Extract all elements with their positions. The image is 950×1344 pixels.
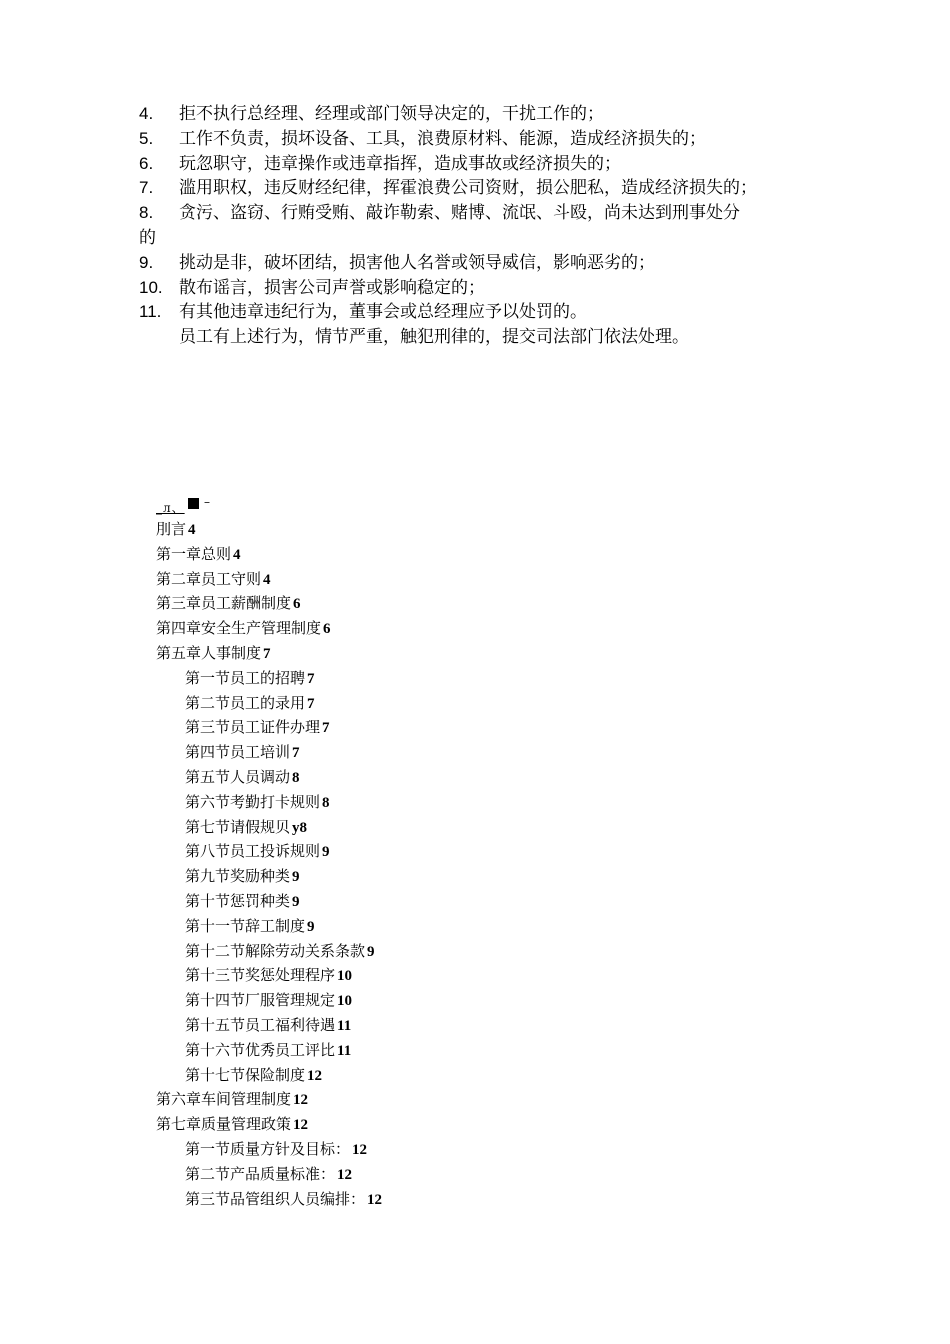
toc-entry-page: 4 xyxy=(233,546,241,563)
list-item-text: 工作不负责，损坏设备、工具，浪费原材料、能源，造成经济损失的； xyxy=(179,128,706,149)
toc-entry[interactable] xyxy=(156,517,656,542)
toc-entry[interactable] xyxy=(156,740,656,765)
toc-entry[interactable] xyxy=(156,1063,656,1088)
square-icon xyxy=(188,498,199,509)
list-item-number: 9. xyxy=(139,252,154,272)
toc-heading xyxy=(156,495,656,517)
toc-entry[interactable] xyxy=(156,542,656,567)
list-item xyxy=(139,276,829,301)
toc-entry-title: 第五节人员调动 xyxy=(185,767,291,786)
toc-entry[interactable] xyxy=(156,839,656,864)
list-item-number: 5. xyxy=(139,128,154,148)
list-item-number: 6. xyxy=(139,153,154,173)
toc-entry[interactable] xyxy=(156,1187,656,1212)
toc-entry[interactable] xyxy=(156,1162,656,1187)
toc-entry-title: 第三节员工证件办理 xyxy=(185,718,321,737)
list-item xyxy=(139,300,829,325)
toc-entry[interactable] xyxy=(156,1087,656,1112)
toc-entry[interactable] xyxy=(156,815,656,840)
toc-entry-page: 6 xyxy=(323,621,331,638)
toc-entry[interactable] xyxy=(156,715,656,740)
toc-entry-page: 11 xyxy=(337,1017,352,1034)
toc-heading-dash: – xyxy=(204,495,210,509)
toc-entry-page: 9 xyxy=(367,943,375,960)
list-item-text: 贪污、盗窃、行贿受贿、敲诈勒索、赌博、流氓、斗殴，尚未达到刑事处分 xyxy=(179,203,740,224)
toc-entry-title: 第十五节员工福利待遇 xyxy=(185,1015,336,1034)
toc-entry[interactable] xyxy=(156,1112,656,1137)
penalty-clause-list xyxy=(139,102,829,350)
toc-entry-title: 第九节奖励种类 xyxy=(185,867,291,886)
toc-entry[interactable] xyxy=(156,864,656,889)
toc-entry[interactable] xyxy=(156,1137,656,1162)
toc-entry-title: 第二章员工守则 xyxy=(156,569,262,588)
list-item-text: 玩忽职守，违章操作或违章指挥，造成事故或经济损失的； xyxy=(179,153,621,174)
list-item xyxy=(139,152,829,177)
toc-entries xyxy=(156,517,656,1211)
table-of-contents xyxy=(156,495,656,1211)
list-item xyxy=(139,176,829,201)
toc-entry-title: 第一章总则 xyxy=(156,544,232,563)
toc-entry-title: 第四章安全生产管理制度 xyxy=(156,619,322,638)
toc-entry[interactable] xyxy=(156,567,656,592)
toc-entry-title: 第十七节保险制度 xyxy=(185,1065,306,1084)
list-item xyxy=(139,102,829,127)
toc-entry[interactable] xyxy=(156,666,656,691)
toc-entry-page: 7 xyxy=(322,720,330,737)
toc-entry-title: 第八节员工投诉规则 xyxy=(185,842,321,861)
toc-entry-title: 第四节员工培训 xyxy=(185,743,291,762)
list-item-text-continuation: 的 xyxy=(139,227,156,248)
toc-entry-title: 第一节质量方针及目标： xyxy=(185,1139,351,1158)
toc-entry-page: 10 xyxy=(337,968,353,985)
list-item-text: 挑动是非，破坏团结，损害他人名誉或领导威信，影响恶劣的； xyxy=(179,252,655,273)
toc-entry-title: 第六节考勤打卡规则 xyxy=(185,792,321,811)
toc-entry-title: 第二节产品质量标准： xyxy=(185,1164,336,1183)
toc-entry-page: 7 xyxy=(263,645,271,662)
list-item-number: 7. xyxy=(139,178,154,198)
toc-entry-page: 12 xyxy=(352,1141,368,1158)
toc-entry-page: 11 xyxy=(337,1042,352,1059)
toc-entry-page: 12 xyxy=(293,1117,309,1134)
toc-entry[interactable] xyxy=(156,963,656,988)
toc-entry-title: 第五章人事制度 xyxy=(156,643,262,662)
toc-entry-page: 12 xyxy=(293,1092,309,1109)
toc-entry-page: 7 xyxy=(292,745,300,762)
list-item xyxy=(139,127,829,152)
toc-entry-title: 第三章员工薪酬制度 xyxy=(156,594,292,613)
toc-entry-page: 9 xyxy=(307,918,315,935)
list-item-number: 10. xyxy=(139,277,163,297)
toc-entry[interactable] xyxy=(156,988,656,1013)
toc-entry-page: 7 xyxy=(307,695,315,712)
toc-entry-title: 第十六节优秀员工评比 xyxy=(185,1040,336,1059)
toc-entry-page: 12 xyxy=(307,1067,323,1084)
toc-entry[interactable] xyxy=(156,591,656,616)
toc-entry-title: 第三节品管组织人员编排： xyxy=(185,1189,366,1208)
toc-entry-title: 第七章质量管理政策 xyxy=(156,1115,292,1134)
toc-entry-page: 9 xyxy=(292,893,300,910)
toc-entry-page: 9 xyxy=(292,869,300,886)
list-item-number: 11. xyxy=(139,302,162,322)
toc-entry[interactable] xyxy=(156,914,656,939)
list-item-number: 4. xyxy=(139,104,154,123)
list-item-text: 散布谣言，损害公司声誉或影响稳定的； xyxy=(179,277,485,298)
list-item xyxy=(139,251,829,276)
toc-entry-title: 第六章车间管理制度 xyxy=(156,1090,292,1109)
toc-entry-title: 第一节员工的招聘 xyxy=(185,668,306,687)
toc-entry-page: 8 xyxy=(322,794,330,811)
toc-entry-title: 第十四节厂服管理规定 xyxy=(185,991,336,1010)
toc-entry[interactable] xyxy=(156,1013,656,1038)
toc-entry[interactable] xyxy=(156,1038,656,1063)
toc-entry-page: 7 xyxy=(307,670,315,687)
toc-heading-mark: _л、 xyxy=(156,501,185,515)
toc-entry-page: 4 xyxy=(188,522,196,538)
list-item-text: 有其他违章违纪行为，董事会或总经理应予以处罚的。 xyxy=(179,302,587,323)
toc-entry[interactable] xyxy=(156,765,656,790)
toc-entry[interactable] xyxy=(156,790,656,815)
toc-entry-page: 6 xyxy=(293,596,301,613)
toc-entry[interactable] xyxy=(156,939,656,964)
toc-entry-title: 第十一节辞工制度 xyxy=(185,916,306,935)
toc-entry-title: 刖言 xyxy=(156,520,187,538)
list-item-text: 滥用职权，违反财经纪律，挥霍浪费公司资财，损公肥私，造成经济损失的； xyxy=(179,178,757,199)
toc-entry-title: 第十三节奖惩处理程序 xyxy=(185,966,336,985)
list-item-text: 拒不执行总经理、经理或部门领导决定的，干扰工作的； xyxy=(179,104,604,124)
closing-note: 员工有上述行为，情节严重，触犯刑律的，提交司法部门依法处理。 xyxy=(179,327,689,348)
toc-entry-page: 10 xyxy=(337,993,353,1010)
toc-entry[interactable] xyxy=(156,616,656,641)
toc-entry-title: 第二节员工的录用 xyxy=(185,693,306,712)
toc-entry-page: 12 xyxy=(337,1166,353,1183)
toc-entry-title: 第十二节解除劳动关系条款 xyxy=(185,941,366,960)
toc-entry-page: 9 xyxy=(322,844,330,861)
toc-entry-page: 12 xyxy=(367,1191,383,1208)
toc-entry-page: 8 xyxy=(292,769,300,786)
toc-entry-title: 第十节惩罚种类 xyxy=(185,891,291,910)
toc-entry-title: 第七节请假规贝 xyxy=(185,817,291,836)
toc-entry[interactable] xyxy=(156,641,656,666)
toc-entry[interactable] xyxy=(156,889,656,914)
toc-entry-page: 4 xyxy=(263,571,271,588)
toc-entry-page: y8 xyxy=(292,819,308,836)
toc-entry[interactable] xyxy=(156,691,656,716)
list-item-number: 8. xyxy=(139,203,154,223)
list-item xyxy=(139,201,829,251)
